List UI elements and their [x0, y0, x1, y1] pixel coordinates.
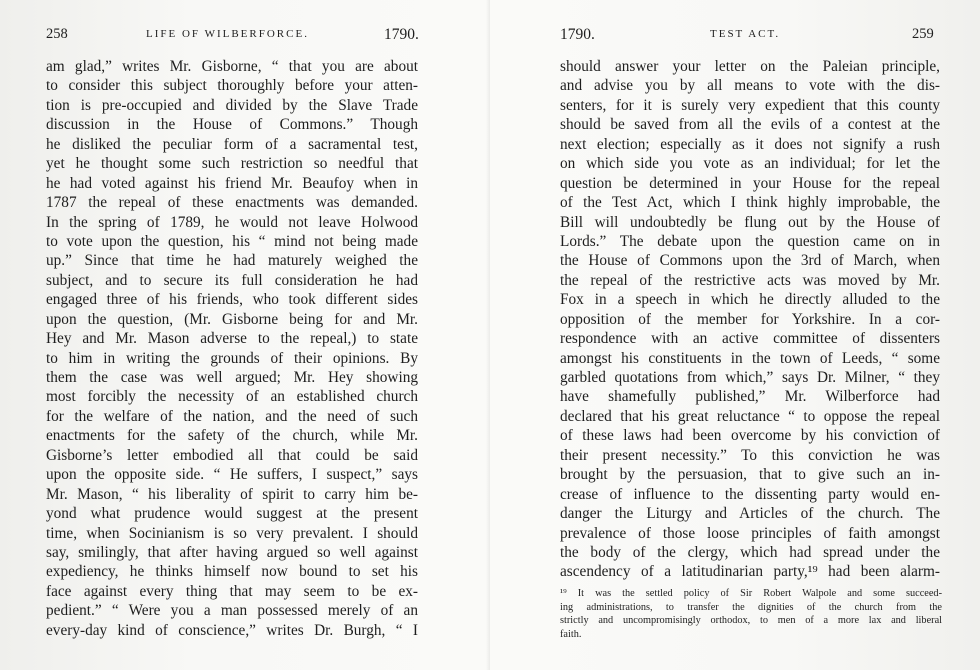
text-line: ascendency of a latitudinarian party,¹⁹ had been alarm- — [560, 563, 940, 581]
text-line: Lords.” The debate upon the question came on in — [560, 232, 940, 250]
text-line: Fox in a speech in which he directly alluded to the — [560, 291, 940, 309]
text-line: brought by the persuasion, that to give such an in- — [560, 466, 940, 484]
text-line: discussion in the House of Commons.” Though — [46, 116, 418, 134]
text-line: Mr. Mason, “ his liberality of spirit to carry him be- — [46, 485, 418, 503]
text-line: enactments for the safety of the church, while Mr. — [46, 427, 418, 445]
text-line: to vote upon the question, his “ mind not being made — [46, 232, 418, 250]
text-line: expediency, he thinks himself now bound to set his — [46, 563, 418, 581]
text-line: senters, for it is surely very expedient that this county — [560, 96, 940, 114]
text-line: say, smilingly, that after having argued so well against — [46, 543, 418, 561]
text-line: danger the Liturgy and Articles of the church. The — [560, 505, 940, 523]
text-line: every-day kind of conscience,” writes Dr. Burgh, “ I — [46, 621, 418, 639]
text-line: upon the question, (Mr. Gisborne being for and Mr. — [46, 310, 418, 328]
text-line: garbled quotations from which,” says Dr. Milner, “ they — [560, 369, 940, 386]
text-line: Gisborne’s letter embodied all that could be said — [46, 446, 418, 464]
right-year: 1790. — [560, 26, 595, 43]
left-page-number: 258 — [46, 26, 68, 42]
right-page-text — [560, 57, 940, 582]
text-line: subject, and to secure its full consideration he had — [46, 271, 418, 289]
text-line: prevalence of those loose principles of faith amongst — [560, 524, 940, 542]
text-line: should be saved from all the evils of a contest at the — [560, 116, 940, 134]
text-line: am glad,” writes Mr. Gisborne, “ that you are about — [46, 58, 418, 75]
text-line: declared that his great reluctance “ to oppose the repeal — [560, 407, 940, 425]
text-line: on which side you vote as an individual; for let the — [560, 155, 940, 173]
footnote-line: ing administrations, to transfer the dignities of the church from the — [560, 601, 942, 613]
text-line: tion is pre-occupied and divided by the Slave Trade — [46, 96, 418, 114]
footnote — [560, 587, 942, 641]
text-line: next election; especially as it does not signify a rush — [560, 135, 940, 153]
text-line: the body of the clergy, which had spread under the — [560, 543, 940, 561]
right-page — [490, 0, 980, 670]
text-line: yond what prudence would suggest at the present — [46, 505, 418, 523]
footnote-line: ¹⁹ It was the settled policy of Sir Robert Walpole and some succeed- — [560, 588, 942, 599]
text-line: the repeal of the restrictive acts was moved by Mr. — [560, 271, 940, 289]
text-line: he disliked the peculiar form of a sacramental test, — [46, 135, 418, 153]
text-line: for the welfare of the nation, and the need of such — [46, 407, 418, 425]
text-line: to him in writing the grounds of their opinions. By — [46, 349, 418, 367]
text-line: Bill will undoubtedly be flung out by the House of — [560, 213, 940, 231]
right-page-number: 259 — [912, 26, 934, 42]
left-page-header — [46, 26, 418, 46]
text-line: In the spring of 1789, he would not leave Holwood — [46, 213, 418, 231]
text-line: and advise you by all means to vote with the dis- — [560, 77, 940, 95]
footnote-line: strictly and uncompromisingly orthodox, to men of a more lax and liberal — [560, 615, 942, 626]
text-line: question be determined in your House for the repeal — [560, 174, 940, 192]
right-running-title: TEST ACT. — [710, 28, 781, 40]
text-line: of these laws had been overcome by his conviction of — [560, 427, 940, 445]
text-line: Hey and Mr. Mason adverse to the repeal,) to state — [46, 330, 418, 348]
text-line: to consider this subject thoroughly before your atten- — [46, 77, 418, 95]
text-line: pedient.” “ Were you a man possessed merely of an — [46, 602, 418, 620]
text-line: up.” Since that time he had maturely weighed the — [46, 252, 418, 270]
text-line: face against every thing that may seem to be ex- — [46, 582, 418, 600]
text-line: engaged three of his friends, who took different sides — [46, 291, 418, 309]
text-line: should answer your letter on the Paleian principle, — [560, 58, 940, 75]
right-page-header — [560, 26, 940, 46]
text-line: time, when Socinianism is so very prevalent. I should — [46, 524, 418, 542]
text-line: yet he thought some such restriction so needful that — [46, 155, 418, 173]
text-line: opposition of the member for Yorkshire. In a cor- — [560, 310, 940, 328]
text-line: most forcibly the necessity of an established church — [46, 388, 418, 406]
text-line: them the case was well argued; Mr. Hey showing — [46, 369, 418, 386]
text-line: their present necessity.” To this conviction he was — [560, 446, 940, 464]
text-line: amongst his constituents in the town of Leeds, “ some — [560, 349, 940, 367]
text-line: respondence with an active committee of dissenters — [560, 330, 940, 348]
text-line: the House of Commons upon the 3rd of March, when — [560, 252, 940, 270]
text-line: crease of influence to the dissenting party would en- — [560, 485, 940, 503]
footnote-line: faith. — [560, 628, 582, 640]
text-line: upon the opposite side. “ He suffers, I suspect,” says — [46, 466, 418, 484]
left-page-text — [46, 57, 418, 640]
left-running-title: LIFE OF WILBERFORCE. — [146, 28, 309, 40]
text-line: have shamefully published,” Mr. Wilberforce had — [560, 388, 940, 406]
text-line: 1787 the repeal of these enactments was demanded. — [46, 194, 418, 212]
text-line: of the Test Act, which I think highly improbable, the — [560, 194, 940, 212]
text-line: he had voted against his friend Mr. Beaufoy when in — [46, 174, 418, 192]
left-year: 1790. — [384, 26, 419, 43]
